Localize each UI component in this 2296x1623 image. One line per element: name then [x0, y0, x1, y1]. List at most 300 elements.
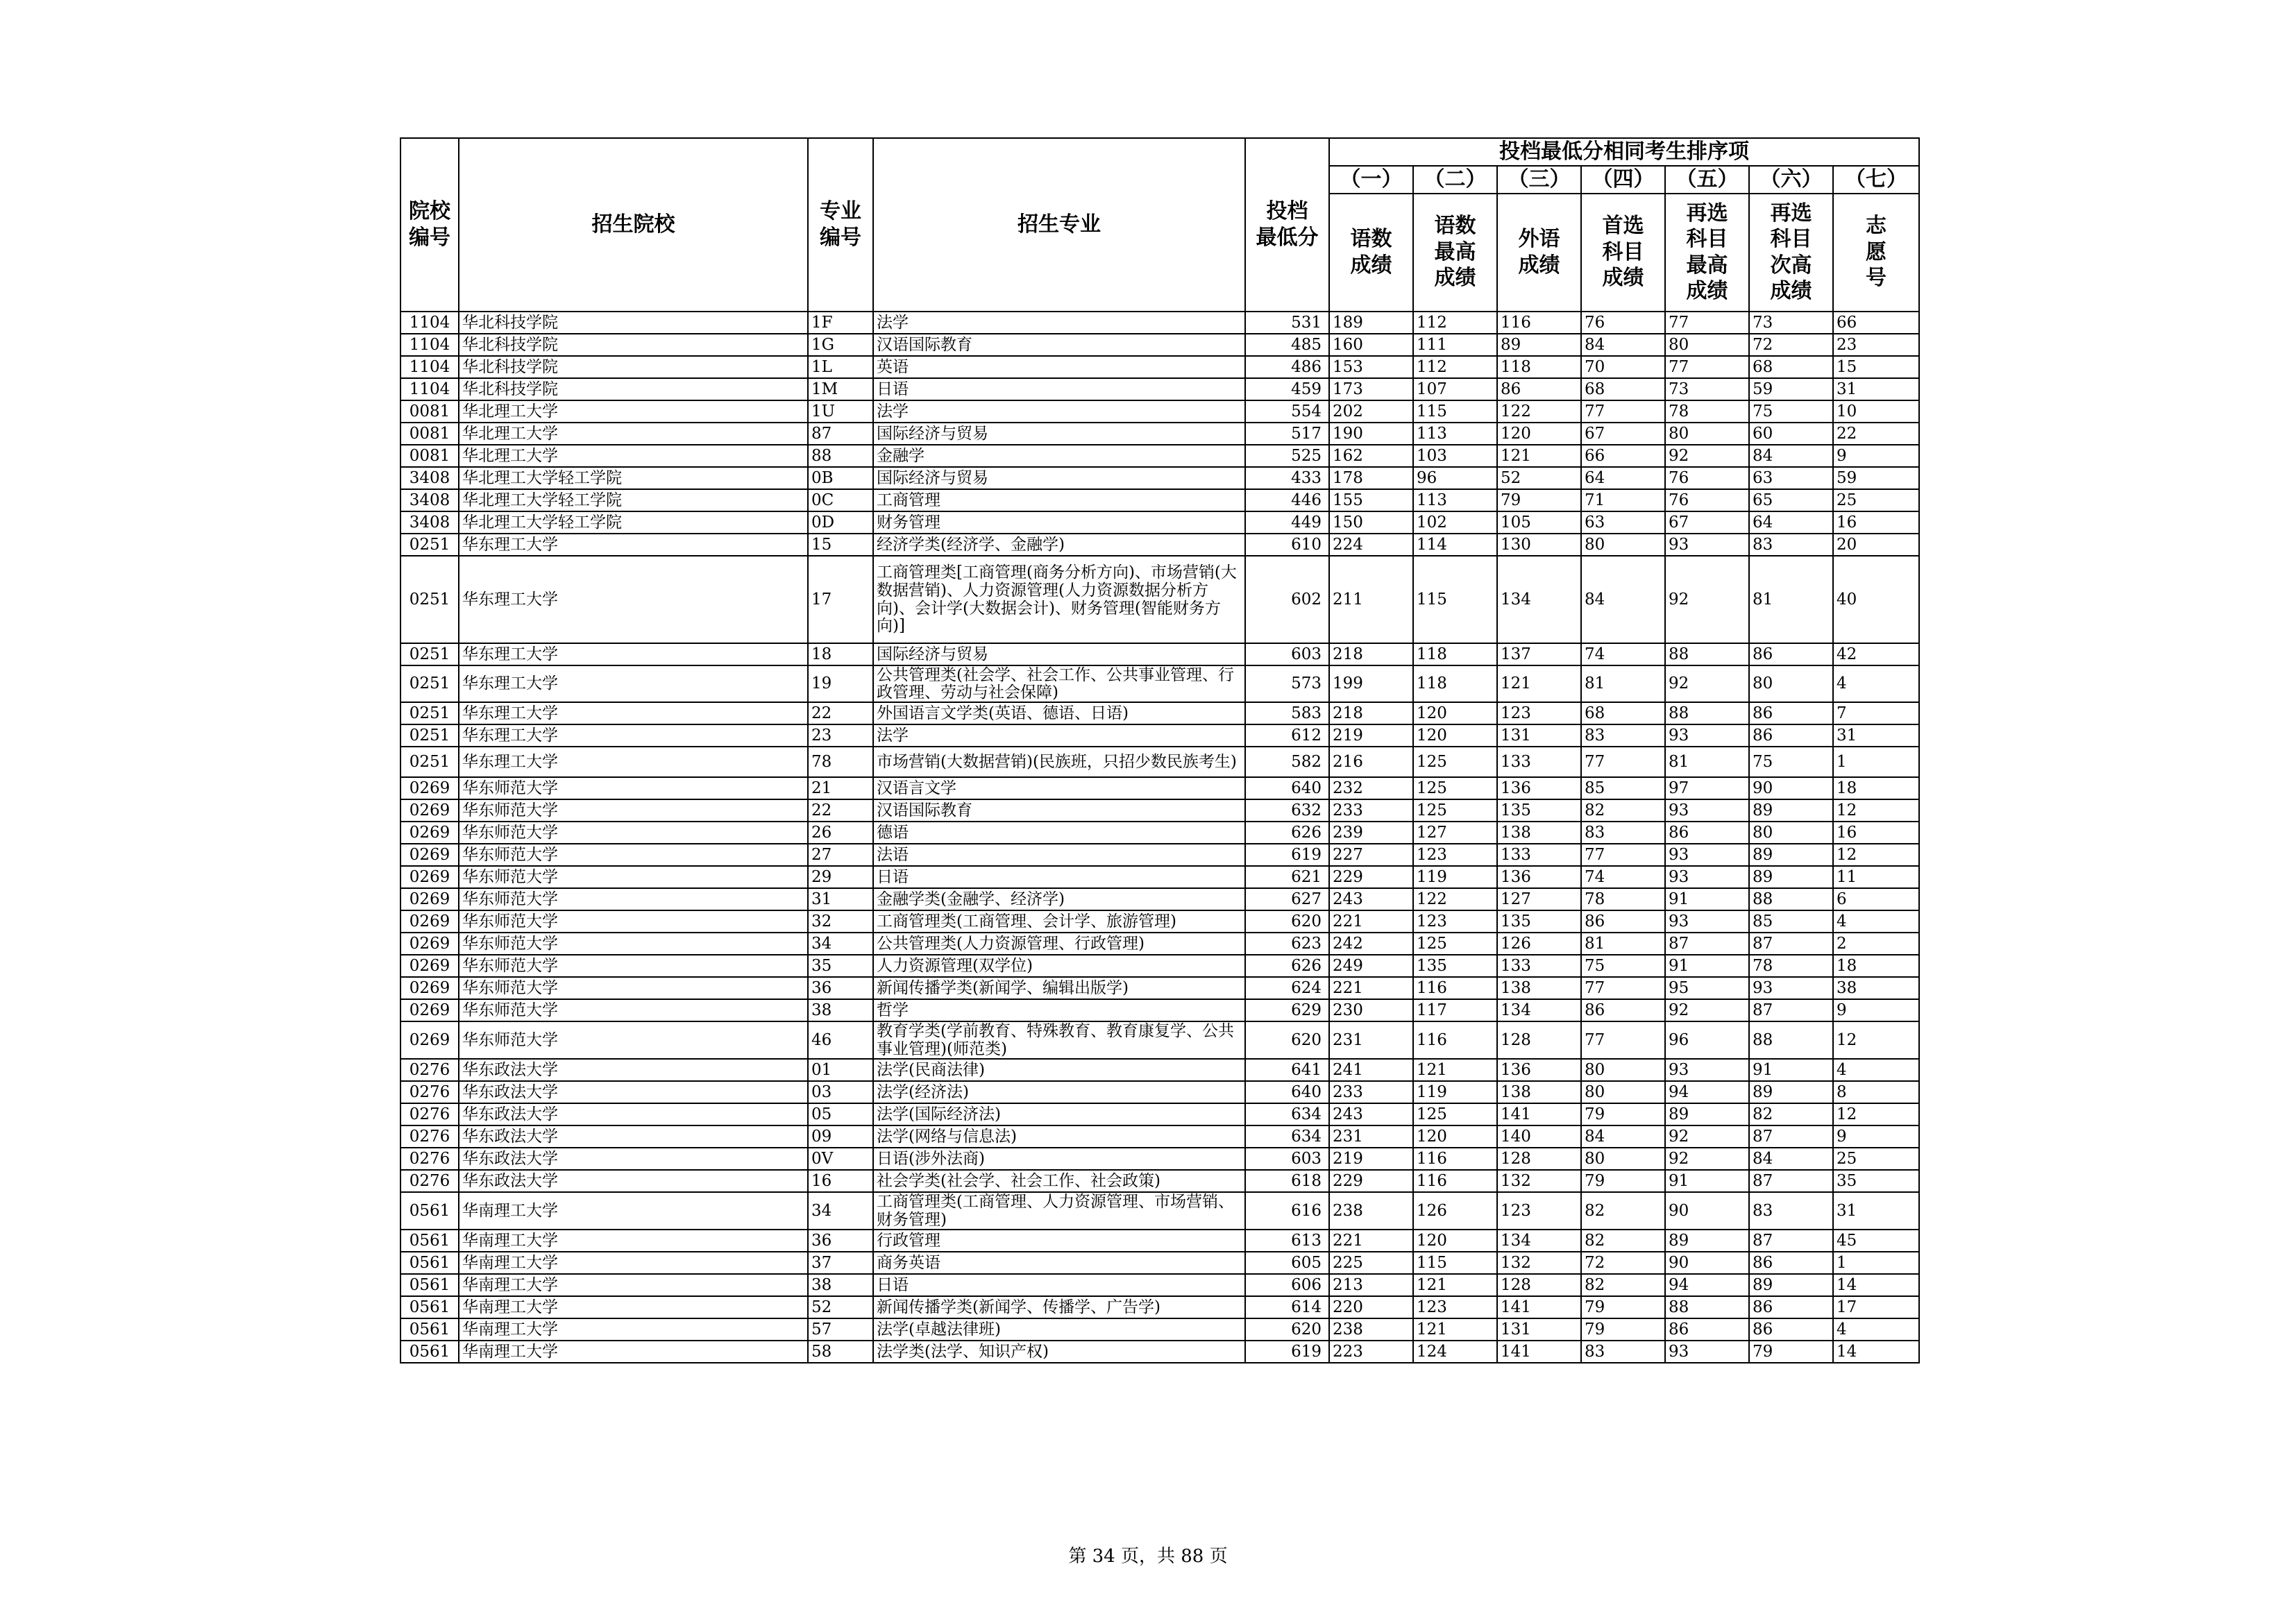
score-second-subject-max-cell: 88: [1665, 1296, 1749, 1318]
major-name-cell: 法学(经济法): [873, 1081, 1245, 1103]
score-second-subject-next-cell: 68: [1749, 356, 1833, 378]
score-second-subject-max-cell: 93: [1665, 534, 1749, 556]
min-score-cell: 459: [1245, 378, 1329, 400]
score-second-subject-max-cell: 92: [1665, 1125, 1749, 1148]
school-name-cell: 华东师范大学: [459, 999, 808, 1021]
score-second-subject-next-cell: 86: [1749, 1318, 1833, 1341]
score-foreign-lang-cell: 132: [1497, 1252, 1581, 1274]
score-chinese-math-cell: 221: [1329, 1230, 1413, 1252]
major-name-cell: 工商管理类(工商管理、人力资源管理、市场营销、财务管理): [873, 1192, 1245, 1230]
table-row: [400, 1081, 1919, 1103]
preference-number-cell: 12: [1833, 844, 1919, 866]
major-code-cell: 05: [808, 1103, 873, 1125]
preference-number-cell: 4: [1833, 910, 1919, 933]
table-row: [400, 511, 1919, 534]
table-row: [400, 312, 1919, 334]
preference-number-cell: 66: [1833, 312, 1919, 334]
header-min-score-text: 投档 最低分: [1256, 199, 1319, 250]
score-foreign-lang-cell: 136: [1497, 1059, 1581, 1081]
school-code-cell: 0269: [400, 799, 459, 822]
score-first-subject-cell: 86: [1581, 999, 1665, 1021]
major-name-cell: 国际经济与贸易: [873, 643, 1245, 665]
score-chinese-math-max-cell: 115: [1413, 400, 1497, 423]
score-foreign-lang-cell: 134: [1497, 999, 1581, 1021]
major-code-cell: 36: [808, 1230, 873, 1252]
school-name-cell: 华东师范大学: [459, 888, 808, 910]
score-first-subject-cell: 77: [1581, 1021, 1665, 1059]
score-chinese-math-cell: 229: [1329, 1170, 1413, 1192]
major-code-cell: 1M: [808, 378, 873, 400]
score-first-subject-cell: 83: [1581, 822, 1665, 844]
score-foreign-lang-cell: 130: [1497, 534, 1581, 556]
score-second-subject-next-cell: 89: [1749, 1081, 1833, 1103]
min-score-cell: 619: [1245, 1341, 1329, 1363]
score-chinese-math-cell: 190: [1329, 423, 1413, 445]
score-foreign-lang-cell: 121: [1497, 665, 1581, 703]
score-first-subject-cell: 68: [1581, 378, 1665, 400]
score-foreign-lang-cell: 126: [1497, 933, 1581, 955]
header-school: [459, 138, 808, 312]
score-first-subject-cell: 77: [1581, 400, 1665, 423]
score-foreign-lang-cell: 116: [1497, 312, 1581, 334]
min-score-cell: 616: [1245, 1192, 1329, 1230]
score-second-subject-max-cell: 77: [1665, 356, 1749, 378]
school-name-cell: 华东政法大学: [459, 1103, 808, 1125]
preference-number-cell: 15: [1833, 356, 1919, 378]
score-second-subject-next-cell: 89: [1749, 866, 1833, 888]
score-second-subject-next-cell: 87: [1749, 1170, 1833, 1192]
score-foreign-lang-cell: 123: [1497, 1192, 1581, 1230]
school-code-cell: 0561: [400, 1192, 459, 1230]
score-second-subject-max-cell: 91: [1665, 888, 1749, 910]
score-second-subject-next-cell: 87: [1749, 933, 1833, 955]
major-code-cell: 29: [808, 866, 873, 888]
school-name-cell: 华南理工大学: [459, 1274, 808, 1296]
score-chinese-math-cell: 199: [1329, 665, 1413, 703]
major-code-cell: 36: [808, 977, 873, 999]
score-second-subject-next-cell: 91: [1749, 1059, 1833, 1081]
admission-score-table: [400, 137, 1920, 1363]
school-name-cell: 华东师范大学: [459, 933, 808, 955]
score-first-subject-cell: 80: [1581, 1081, 1665, 1103]
score-first-subject-cell: 80: [1581, 534, 1665, 556]
major-name-cell: 行政管理: [873, 1230, 1245, 1252]
min-score-cell: 449: [1245, 511, 1329, 534]
major-code-cell: 22: [808, 799, 873, 822]
school-name-cell: 华东政法大学: [459, 1059, 808, 1081]
table-row: [400, 534, 1919, 556]
header-sub-num: （五）: [1665, 166, 1749, 194]
score-second-subject-max-cell: 91: [1665, 1170, 1749, 1192]
major-name-cell: 法学(网络与信息法): [873, 1125, 1245, 1148]
major-code-cell: 58: [808, 1341, 873, 1363]
header-sub-label: 语数 成绩: [1329, 194, 1413, 312]
major-name-cell: 商务英语: [873, 1252, 1245, 1274]
score-first-subject-cell: 82: [1581, 1192, 1665, 1230]
table-row: [400, 445, 1919, 467]
min-score-cell: 554: [1245, 400, 1329, 423]
score-second-subject-max-cell: 81: [1665, 747, 1749, 777]
score-first-subject-cell: 79: [1581, 1318, 1665, 1341]
table-row: [400, 1296, 1919, 1318]
preference-number-cell: 9: [1833, 999, 1919, 1021]
score-chinese-math-max-cell: 123: [1413, 1296, 1497, 1318]
min-score-cell: 624: [1245, 977, 1329, 999]
table-row: [400, 1341, 1919, 1363]
score-first-subject-cell: 81: [1581, 933, 1665, 955]
major-code-cell: 87: [808, 423, 873, 445]
score-chinese-math-max-cell: 116: [1413, 1148, 1497, 1170]
table-row: [400, 844, 1919, 866]
score-chinese-math-max-cell: 120: [1413, 702, 1497, 724]
school-code-cell: 1104: [400, 334, 459, 356]
major-name-cell: 英语: [873, 356, 1245, 378]
min-score-cell: 605: [1245, 1252, 1329, 1274]
min-score-cell: 433: [1245, 467, 1329, 489]
preference-number-cell: 12: [1833, 1021, 1919, 1059]
score-first-subject-cell: 77: [1581, 844, 1665, 866]
header-sub-num: （七）: [1833, 166, 1919, 194]
school-code-cell: 0251: [400, 747, 459, 777]
major-code-cell: 34: [808, 1192, 873, 1230]
school-name-cell: 华东师范大学: [459, 866, 808, 888]
score-chinese-math-max-cell: 120: [1413, 1125, 1497, 1148]
score-foreign-lang-cell: 138: [1497, 1081, 1581, 1103]
preference-number-cell: 6: [1833, 888, 1919, 910]
major-code-cell: 16: [808, 1170, 873, 1192]
major-code-cell: 17: [808, 556, 873, 643]
min-score-cell: 620: [1245, 1318, 1329, 1341]
score-chinese-math-cell: 202: [1329, 400, 1413, 423]
score-chinese-math-cell: 230: [1329, 999, 1413, 1021]
score-chinese-math-max-cell: 121: [1413, 1274, 1497, 1296]
header-group-title: 投档最低分相同考生排序项: [1329, 138, 1919, 166]
school-code-cell: 0276: [400, 1059, 459, 1081]
score-chinese-math-cell: 229: [1329, 866, 1413, 888]
score-chinese-math-cell: 231: [1329, 1021, 1413, 1059]
major-code-cell: 46: [808, 1021, 873, 1059]
table-row: [400, 1274, 1919, 1296]
preference-number-cell: 45: [1833, 1230, 1919, 1252]
major-code-cell: 0V: [808, 1148, 873, 1170]
min-score-cell: 531: [1245, 312, 1329, 334]
major-code-cell: 34: [808, 933, 873, 955]
min-score-cell: 623: [1245, 933, 1329, 955]
major-name-cell: 市场营销(大数据营销)(民族班，只招少数民族考生): [873, 747, 1245, 777]
table-body: [400, 312, 1919, 1363]
score-second-subject-max-cell: 92: [1665, 445, 1749, 467]
score-second-subject-max-cell: 92: [1665, 1148, 1749, 1170]
score-first-subject-cell: 67: [1581, 423, 1665, 445]
school-code-cell: 0251: [400, 643, 459, 665]
preference-number-cell: 20: [1833, 534, 1919, 556]
school-code-cell: 3408: [400, 511, 459, 534]
major-name-cell: 汉语言文学: [873, 777, 1245, 799]
preference-number-cell: 18: [1833, 777, 1919, 799]
min-score-cell: 573: [1245, 665, 1329, 703]
school-name-cell: 华北理工大学轻工学院: [459, 511, 808, 534]
score-second-subject-max-cell: 73: [1665, 378, 1749, 400]
major-name-cell: 日语(涉外法商): [873, 1148, 1245, 1170]
score-second-subject-max-cell: 89: [1665, 1103, 1749, 1125]
score-first-subject-cell: 71: [1581, 489, 1665, 511]
major-code-cell: 57: [808, 1318, 873, 1341]
score-chinese-math-cell: 155: [1329, 489, 1413, 511]
major-code-cell: 21: [808, 777, 873, 799]
preference-number-cell: 31: [1833, 724, 1919, 747]
score-second-subject-max-cell: 96: [1665, 1021, 1749, 1059]
major-name-cell: 新闻传播学类(新闻学、编辑出版学): [873, 977, 1245, 999]
score-second-subject-next-cell: 83: [1749, 1192, 1833, 1230]
score-second-subject-next-cell: 85: [1749, 910, 1833, 933]
score-foreign-lang-cell: 134: [1497, 556, 1581, 643]
score-second-subject-next-cell: 60: [1749, 423, 1833, 445]
score-foreign-lang-cell: 128: [1497, 1148, 1581, 1170]
score-second-subject-max-cell: 67: [1665, 511, 1749, 534]
min-score-cell: 582: [1245, 747, 1329, 777]
score-chinese-math-cell: 211: [1329, 556, 1413, 643]
major-code-cell: 23: [808, 724, 873, 747]
table-row: [400, 724, 1919, 747]
school-name-cell: 华东师范大学: [459, 777, 808, 799]
score-chinese-math-max-cell: 102: [1413, 511, 1497, 534]
major-name-cell: 金融学: [873, 445, 1245, 467]
preference-number-cell: 7: [1833, 702, 1919, 724]
table-row: [400, 1192, 1919, 1230]
min-score-cell: 621: [1245, 866, 1329, 888]
table-row: [400, 1170, 1919, 1192]
score-chinese-math-max-cell: 116: [1413, 1170, 1497, 1192]
score-chinese-math-max-cell: 124: [1413, 1341, 1497, 1363]
school-code-cell: 0251: [400, 724, 459, 747]
table-row: [400, 866, 1919, 888]
major-name-cell: 经济学类(经济学、金融学): [873, 534, 1245, 556]
school-code-cell: 0081: [400, 400, 459, 423]
preference-number-cell: 11: [1833, 866, 1919, 888]
score-second-subject-max-cell: 92: [1665, 665, 1749, 703]
score-chinese-math-cell: 242: [1329, 933, 1413, 955]
min-score-cell: 634: [1245, 1125, 1329, 1148]
major-code-cell: 27: [808, 844, 873, 866]
preference-number-cell: 31: [1833, 1192, 1919, 1230]
score-second-subject-next-cell: 87: [1749, 999, 1833, 1021]
page-footer: 第 34 页，共 88 页: [1068, 1546, 1228, 1567]
major-name-cell: 日语: [873, 866, 1245, 888]
header-sub-num: （二）: [1413, 166, 1497, 194]
preference-number-cell: 10: [1833, 400, 1919, 423]
min-score-cell: 634: [1245, 1103, 1329, 1125]
score-first-subject-cell: 68: [1581, 702, 1665, 724]
score-foreign-lang-cell: 136: [1497, 866, 1581, 888]
major-code-cell: 22: [808, 702, 873, 724]
major-code-cell: 09: [808, 1125, 873, 1148]
score-second-subject-max-cell: 86: [1665, 822, 1749, 844]
preference-number-cell: 22: [1833, 423, 1919, 445]
school-name-cell: 华东政法大学: [459, 1081, 808, 1103]
table-row: [400, 1318, 1919, 1341]
score-second-subject-max-cell: 95: [1665, 977, 1749, 999]
min-score-cell: 486: [1245, 356, 1329, 378]
score-chinese-math-max-cell: 120: [1413, 1230, 1497, 1252]
score-first-subject-cell: 82: [1581, 799, 1665, 822]
min-score-cell: 613: [1245, 1230, 1329, 1252]
min-score-cell: 603: [1245, 643, 1329, 665]
school-code-cell: 0269: [400, 866, 459, 888]
score-second-subject-max-cell: 90: [1665, 1192, 1749, 1230]
major-name-cell: 工商管理: [873, 489, 1245, 511]
table-row: [400, 1148, 1919, 1170]
preference-number-cell: 17: [1833, 1296, 1919, 1318]
score-first-subject-cell: 74: [1581, 643, 1665, 665]
score-chinese-math-cell: 238: [1329, 1318, 1413, 1341]
school-code-cell: 0276: [400, 1081, 459, 1103]
preference-number-cell: 59: [1833, 467, 1919, 489]
score-second-subject-next-cell: 81: [1749, 556, 1833, 643]
score-second-subject-next-cell: 89: [1749, 844, 1833, 866]
score-chinese-math-cell: 227: [1329, 844, 1413, 866]
score-foreign-lang-cell: 79: [1497, 489, 1581, 511]
min-score-cell: 640: [1245, 1081, 1329, 1103]
score-second-subject-max-cell: 94: [1665, 1274, 1749, 1296]
score-second-subject-next-cell: 65: [1749, 489, 1833, 511]
score-foreign-lang-cell: 141: [1497, 1103, 1581, 1125]
school-name-cell: 华北理工大学: [459, 400, 808, 423]
score-second-subject-next-cell: 82: [1749, 1103, 1833, 1125]
score-first-subject-cell: 63: [1581, 511, 1665, 534]
header-sub-label: 志 愿 号: [1833, 194, 1919, 312]
school-name-cell: 华南理工大学: [459, 1341, 808, 1363]
score-second-subject-max-cell: 80: [1665, 334, 1749, 356]
score-chinese-math-cell: 224: [1329, 534, 1413, 556]
score-second-subject-next-cell: 89: [1749, 799, 1833, 822]
score-first-subject-cell: 84: [1581, 1125, 1665, 1148]
table-row: [400, 423, 1919, 445]
school-code-cell: 0251: [400, 556, 459, 643]
major-code-cell: 15: [808, 534, 873, 556]
school-name-cell: 华南理工大学: [459, 1252, 808, 1274]
table-row: [400, 1252, 1919, 1274]
table-row: [400, 1125, 1919, 1148]
school-code-cell: 0269: [400, 1021, 459, 1059]
score-second-subject-next-cell: 93: [1749, 977, 1833, 999]
score-second-subject-next-cell: 83: [1749, 534, 1833, 556]
score-chinese-math-max-cell: 112: [1413, 356, 1497, 378]
major-name-cell: 法学: [873, 312, 1245, 334]
school-code-cell: 0561: [400, 1341, 459, 1363]
score-chinese-math-cell: 153: [1329, 356, 1413, 378]
school-name-cell: 华东理工大学: [459, 747, 808, 777]
score-second-subject-next-cell: 80: [1749, 822, 1833, 844]
school-name-cell: 华北理工大学轻工学院: [459, 489, 808, 511]
school-code-cell: 0251: [400, 665, 459, 703]
min-score-cell: 606: [1245, 1274, 1329, 1296]
min-score-cell: 603: [1245, 1148, 1329, 1170]
score-chinese-math-cell: 189: [1329, 312, 1413, 334]
score-chinese-math-max-cell: 125: [1413, 933, 1497, 955]
score-chinese-math-max-cell: 135: [1413, 955, 1497, 977]
table-header: [400, 138, 1919, 312]
school-code-cell: 0269: [400, 910, 459, 933]
score-chinese-math-max-cell: 116: [1413, 977, 1497, 999]
score-chinese-math-cell: 232: [1329, 777, 1413, 799]
preference-number-cell: 31: [1833, 378, 1919, 400]
score-chinese-math-cell: 221: [1329, 977, 1413, 999]
score-chinese-math-max-cell: 121: [1413, 1318, 1497, 1341]
major-name-cell: 公共管理类(人力资源管理、行政管理): [873, 933, 1245, 955]
preference-number-cell: 1: [1833, 747, 1919, 777]
table-row: [400, 977, 1919, 999]
score-chinese-math-max-cell: 125: [1413, 747, 1497, 777]
school-code-cell: 0251: [400, 534, 459, 556]
score-second-subject-max-cell: 93: [1665, 910, 1749, 933]
score-chinese-math-max-cell: 125: [1413, 799, 1497, 822]
score-chinese-math-max-cell: 103: [1413, 445, 1497, 467]
header-sub-label: 外语 成绩: [1497, 194, 1581, 312]
score-foreign-lang-cell: 136: [1497, 777, 1581, 799]
school-code-cell: 0269: [400, 999, 459, 1021]
major-code-cell: 37: [808, 1252, 873, 1274]
score-second-subject-max-cell: 93: [1665, 866, 1749, 888]
score-chinese-math-cell: 216: [1329, 747, 1413, 777]
major-code-cell: 1G: [808, 334, 873, 356]
preference-number-cell: 35: [1833, 1170, 1919, 1192]
school-name-cell: 华东师范大学: [459, 844, 808, 866]
score-second-subject-next-cell: 88: [1749, 888, 1833, 910]
score-foreign-lang-cell: 133: [1497, 844, 1581, 866]
min-score-cell: 610: [1245, 534, 1329, 556]
major-name-cell: 法语: [873, 844, 1245, 866]
score-foreign-lang-cell: 141: [1497, 1296, 1581, 1318]
major-name-cell: 新闻传播学类(新闻学、传播学、广告学): [873, 1296, 1245, 1318]
school-code-cell: 3408: [400, 489, 459, 511]
score-second-subject-max-cell: 92: [1665, 556, 1749, 643]
score-second-subject-max-cell: 93: [1665, 799, 1749, 822]
table-row: [400, 910, 1919, 933]
score-chinese-math-max-cell: 126: [1413, 1192, 1497, 1230]
major-name-cell: 人力资源管理(双学位): [873, 955, 1245, 977]
table-row: [400, 747, 1919, 777]
score-second-subject-next-cell: 73: [1749, 312, 1833, 334]
major-name-cell: 国际经济与贸易: [873, 423, 1245, 445]
table-row: [400, 334, 1919, 356]
header-major-text: 招生专业: [1018, 212, 1101, 237]
school-name-cell: 华南理工大学: [459, 1230, 808, 1252]
preference-number-cell: 14: [1833, 1341, 1919, 1363]
score-second-subject-max-cell: 86: [1665, 1318, 1749, 1341]
score-chinese-math-max-cell: 114: [1413, 534, 1497, 556]
table-row: [400, 400, 1919, 423]
min-score-cell: 446: [1245, 489, 1329, 511]
score-first-subject-cell: 84: [1581, 334, 1665, 356]
table-row: [400, 799, 1919, 822]
score-second-subject-max-cell: 91: [1665, 955, 1749, 977]
score-foreign-lang-cell: 86: [1497, 378, 1581, 400]
school-code-cell: 0269: [400, 777, 459, 799]
score-chinese-math-cell: 233: [1329, 799, 1413, 822]
school-code-cell: 0081: [400, 423, 459, 445]
score-second-subject-next-cell: 80: [1749, 665, 1833, 703]
major-name-cell: 法学: [873, 400, 1245, 423]
score-foreign-lang-cell: 131: [1497, 724, 1581, 747]
score-second-subject-next-cell: 86: [1749, 1296, 1833, 1318]
school-name-cell: 华北理工大学轻工学院: [459, 467, 808, 489]
preference-number-cell: 14: [1833, 1274, 1919, 1296]
preference-number-cell: 1: [1833, 1252, 1919, 1274]
school-name-cell: 华北科技学院: [459, 356, 808, 378]
school-name-cell: 华东理工大学: [459, 643, 808, 665]
min-score-cell: 525: [1245, 445, 1329, 467]
school-name-cell: 华东师范大学: [459, 977, 808, 999]
